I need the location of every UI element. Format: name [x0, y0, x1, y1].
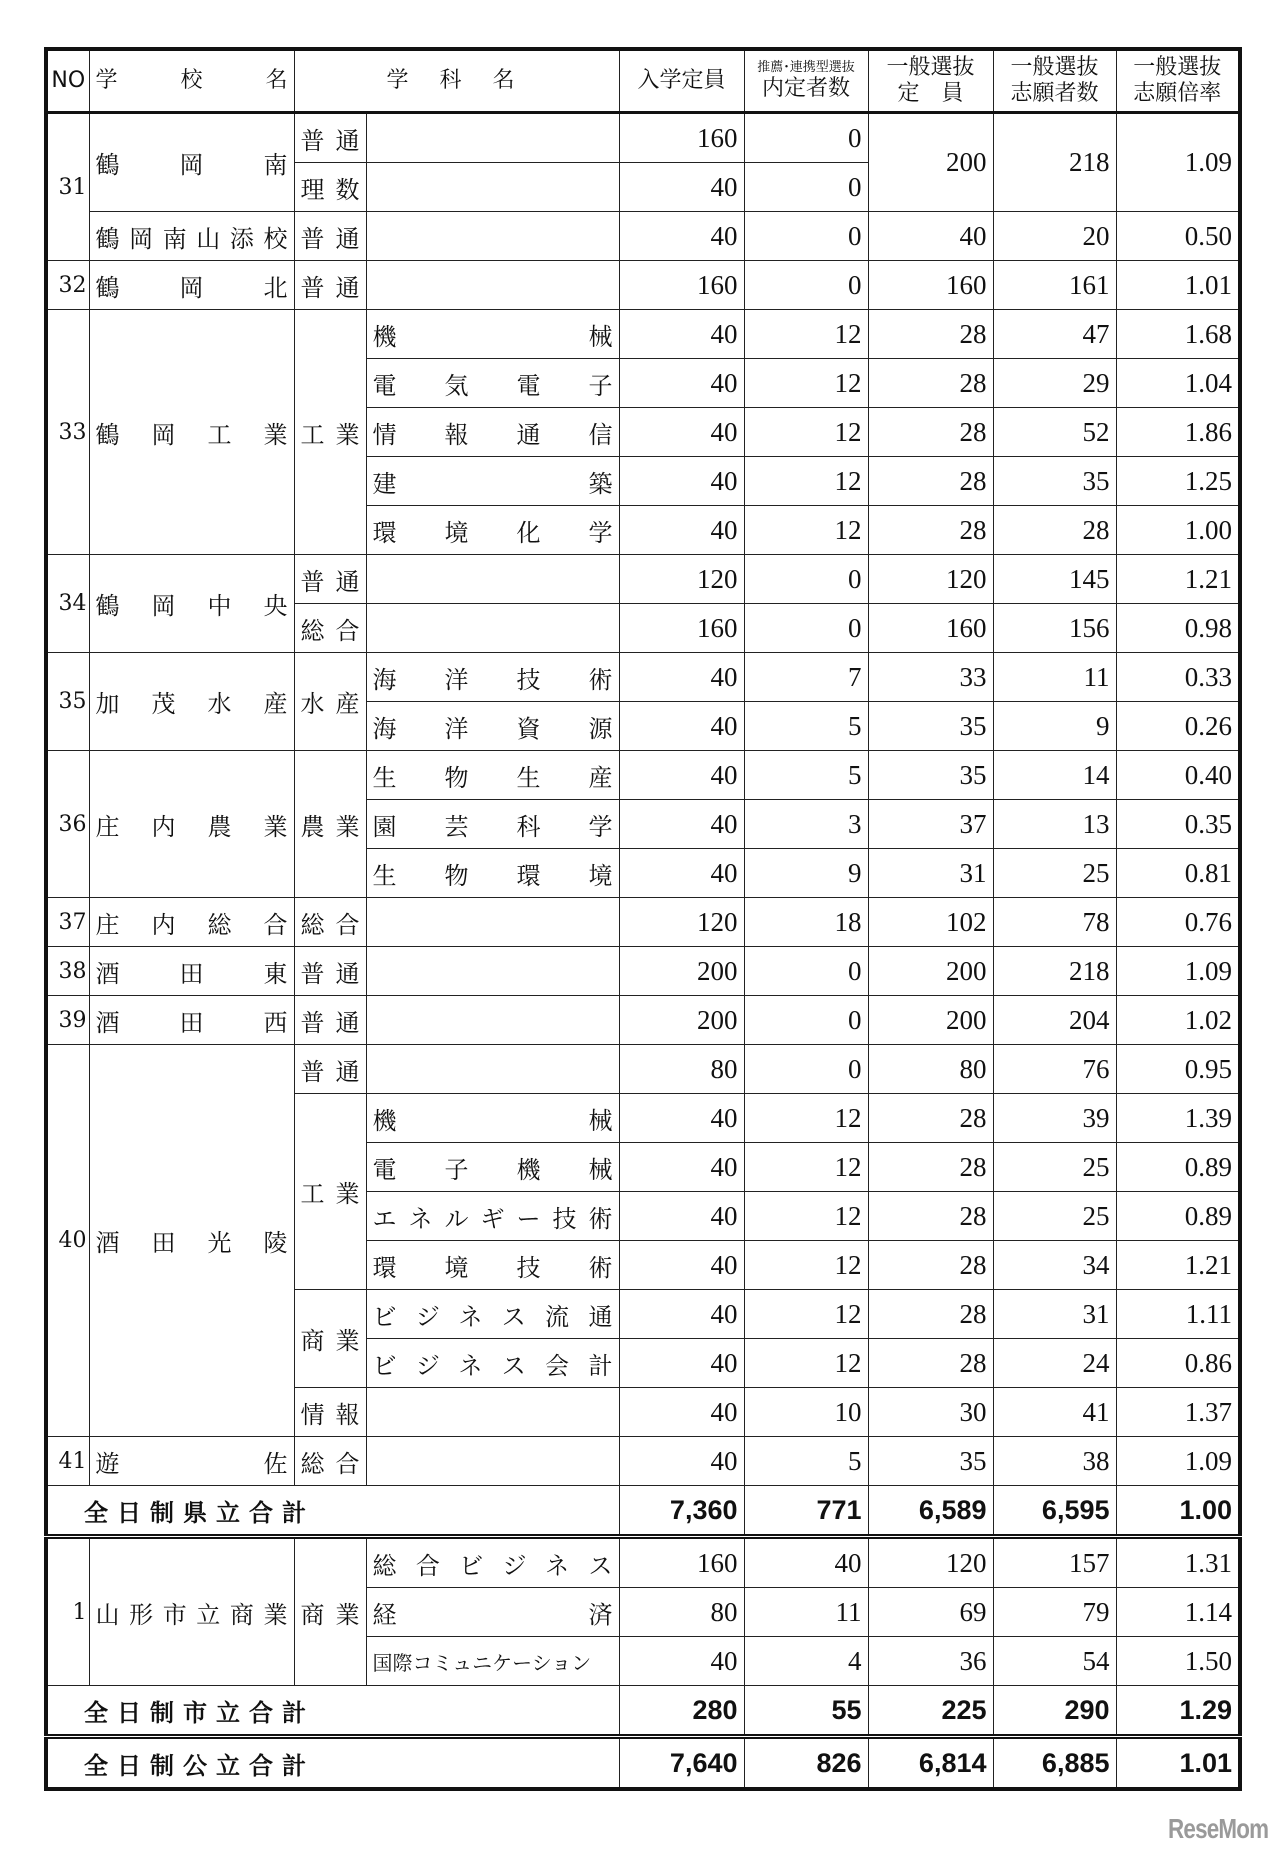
department-name: 総合	[294, 604, 366, 653]
applicants: 218	[993, 113, 1116, 212]
course-name: 情報通信	[366, 408, 619, 457]
recommended: 0	[744, 113, 868, 163]
capacity: 40	[619, 310, 744, 359]
recommended: 12	[744, 1143, 868, 1192]
header-ratio-top: 一般選抜	[1133, 55, 1222, 80]
total-ratio: 1.29	[1116, 1686, 1240, 1737]
total-applicants: 290	[993, 1686, 1116, 1737]
ratio: 0.35	[1116, 800, 1240, 849]
general-capacity: 28	[868, 310, 993, 359]
department-name: 普通	[294, 947, 366, 996]
total-general-capacity: 225	[868, 1686, 993, 1737]
capacity: 40	[619, 1290, 744, 1339]
department-name: 農業	[294, 751, 366, 898]
ratio: 0.89	[1116, 1143, 1240, 1192]
ratio: 1.86	[1116, 408, 1240, 457]
course-name	[366, 555, 619, 604]
school-name: 酒田西	[89, 996, 294, 1045]
applicants: 54	[993, 1637, 1116, 1686]
recommended: 3	[744, 800, 868, 849]
general-capacity: 28	[868, 408, 993, 457]
school-name: 遊佐	[89, 1437, 294, 1486]
ratio: 0.76	[1116, 898, 1240, 947]
applicants: 24	[993, 1339, 1116, 1388]
applicants: 9	[993, 702, 1116, 751]
admission-table	[44, 47, 1242, 1791]
applicants: 145	[993, 555, 1116, 604]
general-capacity: 31	[868, 849, 993, 898]
course-name: 総合ビジネス	[366, 1537, 619, 1588]
recommended: 0	[744, 604, 868, 653]
table-row	[46, 751, 1240, 800]
recommended: 12	[744, 1094, 868, 1143]
header-applicants-top: 一般選抜	[1010, 55, 1099, 80]
ratio: 1.01	[1116, 261, 1240, 310]
course-name: 生物生産	[366, 751, 619, 800]
recommended: 0	[744, 996, 868, 1045]
total-recommended: 55	[744, 1686, 868, 1737]
recommended: 12	[744, 1339, 868, 1388]
general-capacity: 160	[868, 261, 993, 310]
capacity: 40	[619, 408, 744, 457]
capacity: 120	[619, 898, 744, 947]
capacity: 160	[619, 261, 744, 310]
department-name: 情報	[294, 1388, 366, 1437]
general-capacity: 37	[868, 800, 993, 849]
applicants: 38	[993, 1437, 1116, 1486]
applicants: 14	[993, 751, 1116, 800]
applicants: 41	[993, 1388, 1116, 1437]
ratio: 0.86	[1116, 1339, 1240, 1388]
ratio: 1.09	[1116, 113, 1240, 212]
ratio: 1.39	[1116, 1094, 1240, 1143]
ratio: 1.02	[1116, 996, 1240, 1045]
header-applicants	[993, 49, 1116, 113]
total-ratio: 1.01	[1116, 1737, 1240, 1790]
applicants: 157	[993, 1537, 1116, 1588]
header-recommended-bottom: 内定者数	[761, 76, 850, 101]
total-applicants: 6,885	[993, 1737, 1116, 1790]
course-name	[366, 996, 619, 1045]
course-name	[366, 163, 619, 212]
general-capacity: 28	[868, 1192, 993, 1241]
department-name: 普通	[294, 212, 366, 261]
applicants: 25	[993, 849, 1116, 898]
applicants: 79	[993, 1588, 1116, 1637]
course-name	[366, 1388, 619, 1437]
header-school: 学 校 名	[89, 49, 294, 113]
recommended: 12	[744, 1290, 868, 1339]
table-row	[46, 261, 1240, 310]
general-capacity: 160	[868, 604, 993, 653]
applicants: 161	[993, 261, 1116, 310]
applicants: 28	[993, 506, 1116, 555]
total-general-capacity: 6,589	[868, 1486, 993, 1537]
header-capacity: 入学定員	[619, 49, 744, 113]
header-applicants-bottom: 志願者数	[1010, 81, 1099, 106]
capacity: 160	[619, 1537, 744, 1588]
course-name: 生物環境	[366, 849, 619, 898]
capacity: 40	[619, 457, 744, 506]
course-name: 機械	[366, 310, 619, 359]
applicants: 25	[993, 1192, 1116, 1241]
ratio: 1.25	[1116, 457, 1240, 506]
header-dept: 学 科 名	[294, 49, 619, 113]
school-name: 鶴岡中央	[89, 555, 294, 653]
department-name: 商業	[294, 1537, 366, 1686]
table-row	[46, 996, 1240, 1045]
table-row	[46, 113, 1240, 163]
total-applicants: 6,595	[993, 1486, 1116, 1537]
department-name: 普通	[294, 113, 366, 163]
ratio: 0.95	[1116, 1045, 1240, 1094]
course-name: 園芸科学	[366, 800, 619, 849]
general-capacity: 200	[868, 113, 993, 212]
capacity: 40	[619, 800, 744, 849]
recommended: 0	[744, 1045, 868, 1094]
department-name: 普通	[294, 1045, 366, 1094]
ratio: 1.21	[1116, 1241, 1240, 1290]
recommended: 40	[744, 1537, 868, 1588]
course-name: 電子機械	[366, 1143, 619, 1192]
ratio: 1.04	[1116, 359, 1240, 408]
school-number: 41	[46, 1437, 89, 1486]
general-capacity: 102	[868, 898, 993, 947]
general-capacity: 35	[868, 751, 993, 800]
recommended: 0	[744, 947, 868, 996]
capacity: 80	[619, 1045, 744, 1094]
capacity: 200	[619, 947, 744, 996]
capacity: 40	[619, 1192, 744, 1241]
general-capacity: 80	[868, 1045, 993, 1094]
recommended: 12	[744, 359, 868, 408]
header-ratio	[1116, 49, 1240, 113]
general-capacity: 28	[868, 1241, 993, 1290]
capacity: 40	[619, 1637, 744, 1686]
header-row	[46, 49, 1240, 113]
course-name: 海洋技術	[366, 653, 619, 702]
course-name: 国際コミュニケーション	[366, 1637, 619, 1686]
school-number: 34	[46, 555, 89, 653]
school-number: 31	[46, 113, 89, 261]
recommended: 5	[744, 1437, 868, 1486]
school-number: 1	[46, 1537, 89, 1686]
general-capacity: 28	[868, 506, 993, 555]
table-row	[46, 1045, 1240, 1094]
capacity: 40	[619, 849, 744, 898]
general-capacity: 200	[868, 947, 993, 996]
ratio: 0.98	[1116, 604, 1240, 653]
school-number: 33	[46, 310, 89, 555]
ratio: 1.09	[1116, 1437, 1240, 1486]
school-name: 酒田東	[89, 947, 294, 996]
school-number: 38	[46, 947, 89, 996]
header-general-capacity-bottom: 定 員	[897, 81, 964, 106]
recommended: 5	[744, 702, 868, 751]
general-capacity: 28	[868, 1143, 993, 1192]
header-general-capacity	[868, 49, 993, 113]
general-capacity: 35	[868, 702, 993, 751]
general-capacity: 120	[868, 1537, 993, 1588]
resemom-logo: ReseMom	[1167, 1813, 1268, 1844]
capacity: 40	[619, 1339, 744, 1388]
school-number: 40	[46, 1045, 89, 1437]
recommended: 5	[744, 751, 868, 800]
ratio: 1.00	[1116, 506, 1240, 555]
total-capacity: 280	[619, 1686, 744, 1737]
ratio: 0.26	[1116, 702, 1240, 751]
recommended: 10	[744, 1388, 868, 1437]
ratio: 1.37	[1116, 1388, 1240, 1437]
school-name: 酒田光陵	[89, 1045, 294, 1437]
applicants: 78	[993, 898, 1116, 947]
applicants: 204	[993, 996, 1116, 1045]
table-row	[46, 1437, 1240, 1486]
recommended: 4	[744, 1637, 868, 1686]
course-name: 環境技術	[366, 1241, 619, 1290]
total-ratio: 1.00	[1116, 1486, 1240, 1537]
recommended: 0	[744, 261, 868, 310]
course-name	[366, 1437, 619, 1486]
capacity: 80	[619, 1588, 744, 1637]
capacity: 40	[619, 506, 744, 555]
ratio: 1.50	[1116, 1637, 1240, 1686]
department-name: 普通	[294, 555, 366, 604]
school-number: 39	[46, 996, 89, 1045]
applicants: 13	[993, 800, 1116, 849]
header-recommended-top: 推薦･連携型選抜	[757, 60, 855, 75]
capacity: 160	[619, 604, 744, 653]
department-name: 普通	[294, 996, 366, 1045]
capacity: 40	[619, 1388, 744, 1437]
header-ratio-bottom: 志願倍率	[1133, 81, 1222, 106]
capacity: 40	[619, 1437, 744, 1486]
school-name: 山形市立商業	[89, 1537, 294, 1686]
recommended: 0	[744, 212, 868, 261]
recommended: 12	[744, 1192, 868, 1241]
capacity: 40	[619, 359, 744, 408]
total-row	[46, 1486, 1240, 1537]
applicants: 52	[993, 408, 1116, 457]
general-capacity: 200	[868, 996, 993, 1045]
recommended: 12	[744, 408, 868, 457]
course-name: 環境化学	[366, 506, 619, 555]
header-general-capacity-top: 一般選抜	[886, 55, 975, 80]
general-capacity: 28	[868, 1339, 993, 1388]
recommended: 0	[744, 555, 868, 604]
recommended: 12	[744, 457, 868, 506]
total-capacity: 7,640	[619, 1737, 744, 1790]
table-row	[46, 947, 1240, 996]
total-recommended: 771	[744, 1486, 868, 1537]
course-name	[366, 212, 619, 261]
school-number: 32	[46, 261, 89, 310]
school-name: 鶴岡工業	[89, 310, 294, 555]
course-name: 建築	[366, 457, 619, 506]
school-name: 加茂水産	[89, 653, 294, 751]
ratio: 1.21	[1116, 555, 1240, 604]
capacity: 200	[619, 996, 744, 1045]
total-label: 全日制公立合計	[46, 1737, 619, 1790]
capacity: 40	[619, 163, 744, 212]
total-general-capacity: 6,814	[868, 1737, 993, 1790]
applicants: 156	[993, 604, 1116, 653]
general-capacity: 36	[868, 1637, 993, 1686]
recommended: 12	[744, 1241, 868, 1290]
course-name: ビジネス会計	[366, 1339, 619, 1388]
general-capacity: 40	[868, 212, 993, 261]
applicants: 76	[993, 1045, 1116, 1094]
general-capacity: 120	[868, 555, 993, 604]
course-name	[366, 113, 619, 163]
general-capacity: 28	[868, 1290, 993, 1339]
school-name: 庄内総合	[89, 898, 294, 947]
ratio: 1.11	[1116, 1290, 1240, 1339]
total-label: 全日制県立合計	[46, 1486, 619, 1537]
table-row	[46, 212, 1240, 261]
school-name: 鶴岡南山添校	[89, 212, 294, 261]
applicants: 35	[993, 457, 1116, 506]
ratio: 0.81	[1116, 849, 1240, 898]
recommended: 12	[744, 506, 868, 555]
department-name: 総合	[294, 898, 366, 947]
total-row	[46, 1686, 1240, 1737]
ratio: 0.50	[1116, 212, 1240, 261]
applicants: 11	[993, 653, 1116, 702]
applicants: 218	[993, 947, 1116, 996]
capacity: 40	[619, 1241, 744, 1290]
table-row	[46, 310, 1240, 359]
ratio: 1.68	[1116, 310, 1240, 359]
course-name	[366, 604, 619, 653]
table-row	[46, 1537, 1240, 1588]
school-number: 35	[46, 653, 89, 751]
ratio: 1.14	[1116, 1588, 1240, 1637]
general-capacity: 28	[868, 1094, 993, 1143]
recommended: 9	[744, 849, 868, 898]
applicants: 47	[993, 310, 1116, 359]
general-capacity: 33	[868, 653, 993, 702]
course-name: エネルギー技術	[366, 1192, 619, 1241]
general-capacity: 28	[868, 359, 993, 408]
applicants: 29	[993, 359, 1116, 408]
school-name: 庄内農業	[89, 751, 294, 898]
ratio: 1.09	[1116, 947, 1240, 996]
department-name: 総合	[294, 1437, 366, 1486]
course-name: ビジネス流通	[366, 1290, 619, 1339]
general-capacity: 30	[868, 1388, 993, 1437]
course-name	[366, 1045, 619, 1094]
department-name: 普通	[294, 261, 366, 310]
recommended: 0	[744, 163, 868, 212]
header-no: NO	[46, 49, 89, 113]
department-name: 理数	[294, 163, 366, 212]
applicants: 31	[993, 1290, 1116, 1339]
department-name: 工業	[294, 1094, 366, 1290]
school-number: 36	[46, 751, 89, 898]
general-capacity: 35	[868, 1437, 993, 1486]
ratio: 0.40	[1116, 751, 1240, 800]
general-capacity: 28	[868, 457, 993, 506]
capacity: 40	[619, 702, 744, 751]
table-row	[46, 898, 1240, 947]
course-name: 海洋資源	[366, 702, 619, 751]
table-row	[46, 653, 1240, 702]
school-name: 鶴岡北	[89, 261, 294, 310]
ratio: 0.33	[1116, 653, 1240, 702]
general-capacity: 69	[868, 1588, 993, 1637]
header-recommended	[744, 49, 868, 113]
course-name	[366, 261, 619, 310]
course-name: 機械	[366, 1094, 619, 1143]
course-name: 経済	[366, 1588, 619, 1637]
department-name: 工業	[294, 310, 366, 555]
department-name: 水産	[294, 653, 366, 751]
total-label: 全日制市立合計	[46, 1686, 619, 1737]
course-name	[366, 898, 619, 947]
applicants: 25	[993, 1143, 1116, 1192]
capacity: 40	[619, 653, 744, 702]
course-name	[366, 947, 619, 996]
total-capacity: 7,360	[619, 1486, 744, 1537]
ratio: 1.31	[1116, 1537, 1240, 1588]
recommended: 18	[744, 898, 868, 947]
recommended: 11	[744, 1588, 868, 1637]
recommended: 7	[744, 653, 868, 702]
table-row	[46, 555, 1240, 604]
total-recommended: 826	[744, 1737, 868, 1790]
applicants: 39	[993, 1094, 1116, 1143]
capacity: 120	[619, 555, 744, 604]
capacity: 40	[619, 212, 744, 261]
total-row	[46, 1737, 1240, 1790]
course-name: 電気電子	[366, 359, 619, 408]
ratio: 0.89	[1116, 1192, 1240, 1241]
school-number: 37	[46, 898, 89, 947]
capacity: 40	[619, 1094, 744, 1143]
department-name: 商業	[294, 1290, 366, 1388]
applicants: 20	[993, 212, 1116, 261]
recommended: 12	[744, 310, 868, 359]
capacity: 160	[619, 113, 744, 163]
applicants: 34	[993, 1241, 1116, 1290]
capacity: 40	[619, 751, 744, 800]
school-name: 鶴岡南	[89, 113, 294, 212]
capacity: 40	[619, 1143, 744, 1192]
